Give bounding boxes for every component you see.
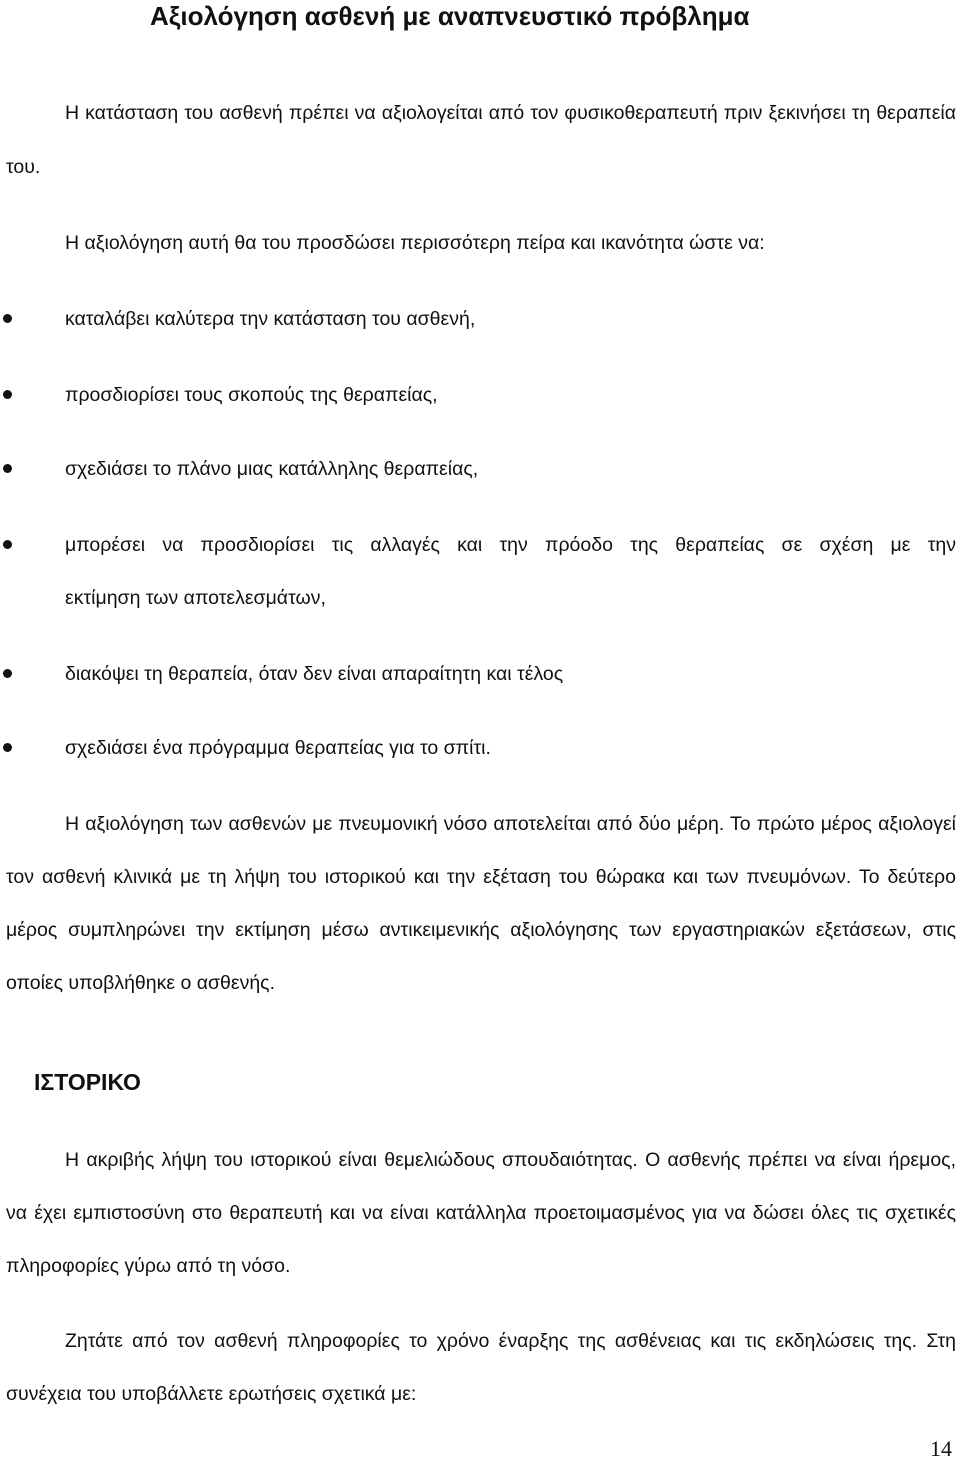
list-item xyxy=(0,293,956,346)
bullet-icon xyxy=(3,464,12,473)
list-item-text: σχεδιάσει το πλάνο μιας κατάλληλης θεραπείας, xyxy=(65,458,479,480)
bullet-icon xyxy=(3,390,12,399)
list-item-text-continuation: εκτίμηση των αποτελεσμάτων, xyxy=(65,587,326,609)
evaluation-paragraph: Η αξιολόγηση των ασθενών με πνευμονική νόσο αποτελείται από δύο μέρη. Το πρώτο μέρος αξιολογεί τον ασθενή κλινικά με τη λήψη του ιστορικού και την εξέταση του θώρακα και των πνευμόνων. Το δεύτερο μέρος συμπληρώνει την εκτίμηση μέσω αντικειμενικής αξιολόγησης των εργαστηριακών εξετάσεων, στις οποίες υποβλήθηκε ο ασθενής. xyxy=(6,813,956,994)
list-item-text: προσδιορίσει τους σκοπούς της θεραπείας, xyxy=(65,384,438,406)
questions-paragraph: Ζητάτε από τον ασθενή πληροφορίες το χρόνο έναρξης της ασθένειας και τις εκδηλώσεις της. Στη συνέχεια του υποβάλλετε ερωτήσεις σχετικά με: xyxy=(6,1330,956,1405)
bullet-icon xyxy=(3,743,12,752)
list-item-text: καταλάβει καλύτερα την κατάσταση του ασθενή, xyxy=(65,308,476,330)
list-item xyxy=(0,369,956,422)
list-item-text: μπορέσει να προσδιορίσει τις αλλαγές και την πρόοδο της θεραπείας σε σχέση με την xyxy=(65,534,956,556)
list-item xyxy=(0,648,956,701)
bullet-icon xyxy=(3,669,12,678)
list-item xyxy=(0,443,956,496)
lead-in-paragraph: Η αξιολόγηση αυτή θα του προσδώσει περισσότερη πείρα και ικανότητα ώστε να: xyxy=(65,232,765,254)
page-number: 14 xyxy=(930,1436,952,1461)
bullet-icon xyxy=(3,540,12,549)
history-paragraph: Η ακριβής λήψη του ιστορικού είναι θεμελιώδους σπουδαιότητας. Ο ασθενής πρέπει να είναι ήρεμος, να έχει εμπιστοσύνη στο θεραπευτή και να είναι κατάλληλα προετοιμασμένος για να δώσει όλες τις σχετικές πληροφορίες γύρω από τη νόσο. xyxy=(6,1149,956,1277)
list-item xyxy=(0,722,956,775)
page-title: Αξιολόγηση ασθενή με αναπνευστικό πρόβλημα xyxy=(150,1,750,31)
section-heading: ΙΣΤΟΡΙΚΟ xyxy=(34,1069,141,1095)
list-item-text: διακόψει τη θεραπεία, όταν δεν είναι απαραίτητη και τέλος xyxy=(65,663,564,685)
bullet-icon xyxy=(3,314,12,323)
list-item xyxy=(0,519,956,625)
list-item-text: σχεδιάσει ένα πρόγραμμα θεραπείας για το σπίτι. xyxy=(65,737,491,759)
intro-paragraph: Η κατάσταση του ασθενή πρέπει να αξιολογείται από τον φυσικοθεραπευτή πριν ξεκινήσει τη θεραπεία του. xyxy=(6,102,956,178)
